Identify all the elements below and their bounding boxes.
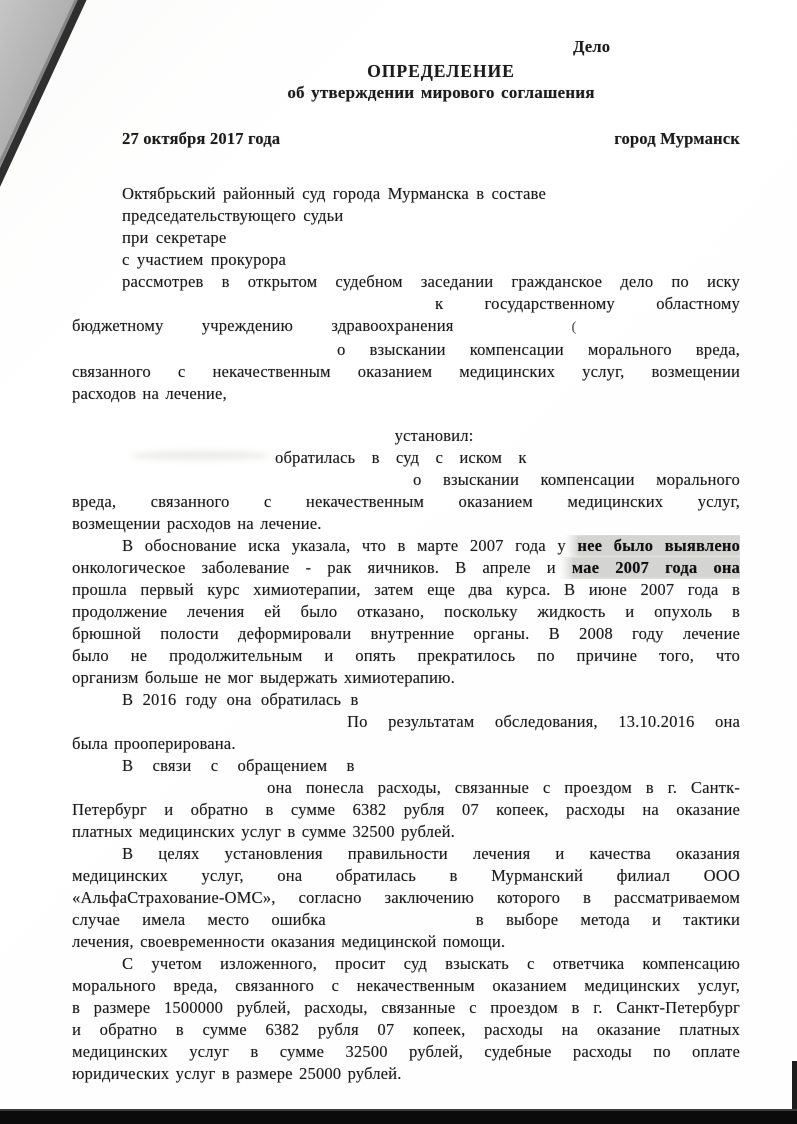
insurance-line-4-text-b: в выборе метода и тактики xyxy=(475,910,740,929)
insurance-line-3: «АльфаСтрахование-ОМС», согласно заключению которого в рассматриваемом xyxy=(72,888,740,907)
insurance-line-2: медицинских услуг, она обратилась в Мурманский филиал ООО xyxy=(72,866,740,885)
scan-bottom-band xyxy=(0,1109,797,1124)
presiding-judge-line: председательствующего судьи xyxy=(122,206,344,225)
insurance-line-5: лечения, своевременности оказания медицинской помощи. xyxy=(72,932,506,951)
grounds-line-6: было не продолжительным и опять прекратилось по причине того, что xyxy=(72,646,740,665)
treatment-2016-line-2: По результатам обследования, 13.10.2016 она xyxy=(347,712,740,731)
case-number-label: Дело xyxy=(573,37,611,56)
stray-paren-mark: ( xyxy=(571,320,577,335)
demands-line-2: морального вреда, связанного с некачественным оказанием медицинских услуг, xyxy=(72,976,740,995)
insurance-line-4-text-a: случае имела место ошибка xyxy=(72,910,326,929)
grounds-line-4: продолжение лечения ей было отказано, поскольку жидкость и опухоль в xyxy=(72,602,740,621)
demands-line-6: юридических услуг в размере 25000 рублей. xyxy=(72,1064,402,1083)
grounds-line-5: брюшной полости деформировали внутренние органы. В 2008 году лечение xyxy=(72,624,740,643)
demands-line-4: и обратно в сумме 6382 рубля 07 копеек, расходы на оказание платных xyxy=(72,1020,740,1039)
insurance-line-4 xyxy=(72,909,740,931)
filing-line-3: вреда, связанного с некачественным оказанием медицинских услуг, xyxy=(72,492,740,511)
filing-line-2: о взыскании компенсации морального xyxy=(413,470,740,489)
grounds-line-2 xyxy=(72,557,740,579)
defendant-line-2 xyxy=(72,315,740,339)
date-place-row xyxy=(72,128,740,150)
expenses-line-3: Петербург и обратно в сумме 6382 рубля 07 копеек, расходы на оказание xyxy=(72,800,740,819)
grounds-line-1-text: В обоснование иска указала, что в марте 2007 года у xyxy=(122,536,566,555)
court-name-line: Октябрьский районный суд города Мурманска в составе xyxy=(122,184,546,203)
grounds-line-7: организм больше не мог выдержать химиотерапию. xyxy=(72,668,455,687)
claim-subject-line-3: расходов на лечение, xyxy=(72,384,227,403)
grounds-line-2-text: онкологическое заболевание - рак яичников. В апреле и xyxy=(72,558,556,577)
document-date: 27 октября 2017 года xyxy=(122,129,281,148)
document-city: город Мурманск xyxy=(614,129,740,148)
resolution-heading: установил: xyxy=(394,426,474,445)
treatment-2016-line-3: была прооперирована. xyxy=(72,734,236,753)
expenses-line-2: она понесла расходы, связанные с проездом в г. Сантк- xyxy=(267,778,740,797)
grounds-line-1 xyxy=(72,535,740,557)
filing-line-4: возмещении расходов на лечение. xyxy=(72,514,322,533)
highlighted-text: нее было выявлено xyxy=(577,536,740,555)
demands-line-5: медицинских услуг в сумме 32500 рублей, судебные расходы по оплате xyxy=(72,1042,740,1061)
insurance-line-1: В целях установления правильности лечения и качества оказания xyxy=(122,844,740,863)
defendant-line-1: к государственному областному xyxy=(435,294,740,313)
claim-subject-line-2: связанного с некачественным оказанием медицинских услуг, возмещении xyxy=(72,362,740,381)
defendant-line-2-text: бюджетному учреждению здравоохранения xyxy=(72,316,454,335)
expenses-line-1: В связи с обращением в xyxy=(122,756,355,775)
redacted-gap xyxy=(454,330,572,331)
document-subtitle: об утверждении мирового соглашения xyxy=(287,83,595,102)
claim-subject-line-1: о взыскании компенсации морального вреда, xyxy=(337,340,740,359)
expenses-line-4: платных медицинских услуг в сумме 32500 рублей. xyxy=(72,822,455,841)
document-text-block xyxy=(72,0,740,1085)
demands-line-1: С учетом изложенного, просит суд взыскать с ответчика компенсацию xyxy=(122,954,740,973)
secretary-line: при секретаре xyxy=(122,228,227,247)
scan-edge-artifact xyxy=(792,1061,797,1113)
demands-line-3: в размере 1500000 рублей, расходы, связанные с проездом в г. Санкт-Петербург xyxy=(72,998,740,1017)
document-title: ОПРЕДЕЛЕНИЕ xyxy=(367,61,515,81)
prosecutor-line: с участием прокурора xyxy=(122,250,287,269)
redacted-gap xyxy=(326,924,476,925)
highlighted-text: мае 2007 года она xyxy=(571,558,740,577)
hearing-line: рассмотрев в открытом судебном заседании гражданское дело по иску xyxy=(122,272,740,291)
treatment-2016-line-1: В 2016 году она обратилась в xyxy=(122,690,359,709)
grounds-line-3: прошла первый курс химиотерапии, затем еще два курса. В июне 2007 года в xyxy=(72,580,740,599)
filing-line-1: обратилась в суд с иском к xyxy=(275,448,527,467)
